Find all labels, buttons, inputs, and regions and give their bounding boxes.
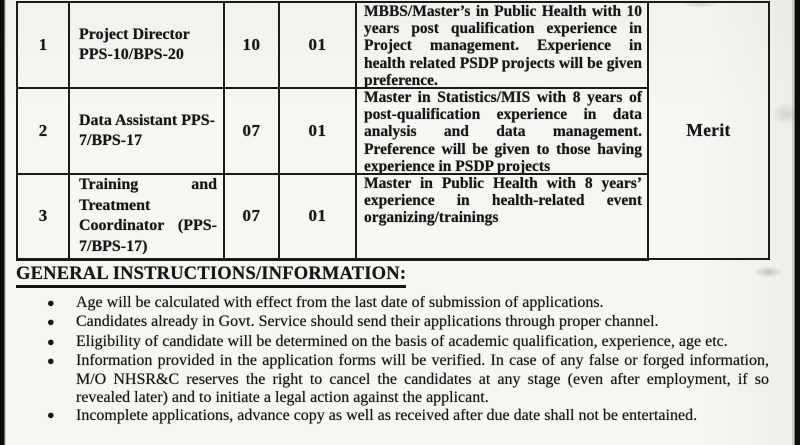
qualification-cell: [356, 88, 648, 174]
general-instructions-heading: GENERAL INSTRUCTIONS/INFORMATION:: [16, 266, 406, 288]
instruction-item: ● Information provided in the application forms will be verified. In case of any false or forged information, M/O NHSR&C reserves the right to cancel the candidates at any stage (even after employment, if so revealed later) and to initiate a legal action against the applicant.: [16, 352, 769, 407]
posts-cell: 01: [279, 2, 356, 88]
scale-cell: 07: [224, 88, 279, 174]
instruction-item: ● Age will be calculated with effect from the last date of submission of applications.: [16, 294, 769, 312]
qualification-text: Master in Statistics/MIS with 8 years of post-qualification experience in data analysis and data management. Preference will be given to those having experience in PSDP projects: [364, 89, 642, 173]
qualification-text: Master in Public Health with 8 years’ experience in health-related event organizing/trainings: [364, 175, 642, 227]
scan-edge-left: [0, 0, 6, 445]
instruction-item: ● Incomplete applications, advance copy as well as received after due date shall not be entertained.: [16, 408, 769, 424]
qualification-cell: [356, 2, 648, 88]
position-cell: [69, 2, 224, 88]
serial-cell: 1: [17, 2, 69, 88]
qualification-cell: [356, 174, 648, 259]
posts-cell: 01: [279, 88, 356, 174]
scale-cell: 07: [224, 174, 279, 259]
serial-cell: 3: [17, 174, 69, 259]
qualification-text: MBBS/Master’s in Public Health with 10 years post qualification experience in Project management. Experience in health related PSDP projects will be given preference.: [364, 3, 642, 87]
serial-cell: 2: [17, 88, 69, 174]
table-row: [17, 2, 769, 88]
position-text: Project Director PPS-10/BPS-20: [79, 25, 190, 63]
posts-cell: 01: [279, 174, 356, 259]
instructions-list: [16, 294, 769, 424]
position-text: Data Assistant PPS-7/BPS-17: [79, 111, 216, 149]
merit-cell: Merit: [648, 2, 769, 259]
general-instructions-section: [16, 266, 769, 425]
scan-edge-right: [792, 0, 800, 445]
instruction-item: ● Candidates already in Govt. Service should send their applications through proper channel.: [16, 313, 769, 331]
instruction-item: ● Eligibility of candidate will be determined on the basis of academic qualification, experience, age etc.: [16, 333, 769, 351]
scale-cell: 10: [224, 2, 279, 88]
position-text: Training and Treatment Coordinator (PPS-7/BPS-17): [79, 176, 217, 255]
vacancies-table: [16, 1, 770, 261]
position-cell: [69, 88, 224, 174]
position-cell: [69, 174, 224, 259]
